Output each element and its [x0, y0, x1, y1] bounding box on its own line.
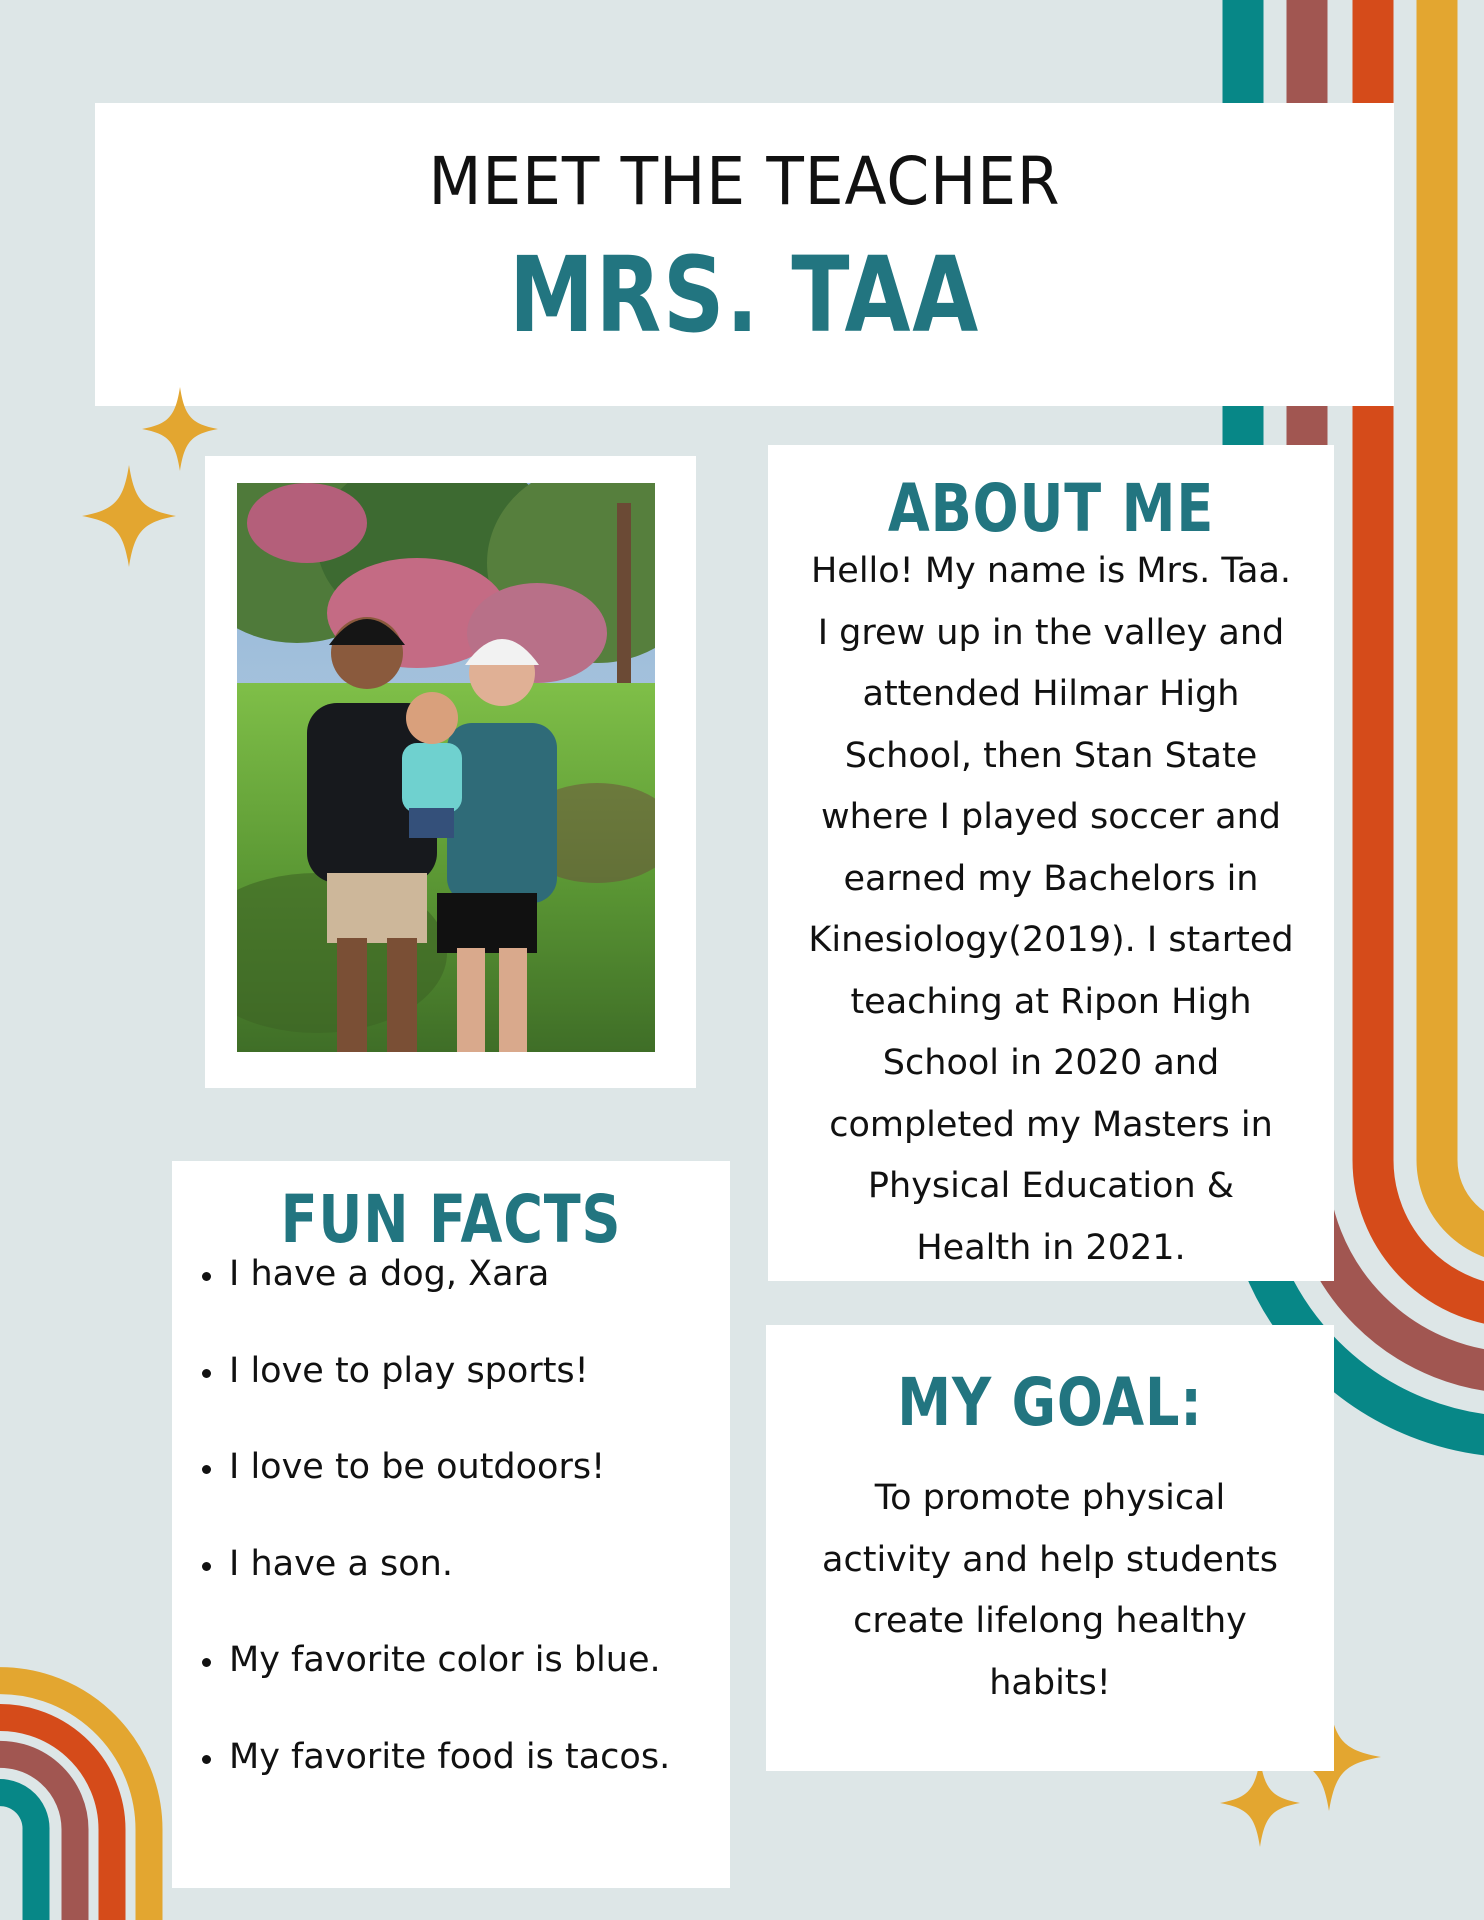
list-item: My favorite color is blue.	[202, 1643, 670, 1740]
fun-facts-list	[202, 1254, 671, 1836]
bullet-icon	[202, 1272, 211, 1281]
arc-teal	[0, 1793, 36, 1920]
list-item: I love to be outdoors!	[202, 1450, 670, 1547]
bullet-icon	[202, 1562, 211, 1571]
family-photo	[237, 483, 655, 1052]
stripe-yellow	[1437, 0, 1484, 1243]
photo-frame	[205, 456, 696, 1088]
about-me-text: Hello! My name is Mrs. Taa. I grew up in the valley and attended Hilmar High School, then Stan State where I played soccer and earned my Bachelors in Kinesiology(2019). I started teaching at Ripon High School in 2020 and completed my Masters in Physical Education & Health in 2021.	[808, 551, 1294, 1268]
fun-facts-card	[172, 1161, 730, 1888]
my-goal-heading: MY GOAL:	[897, 1364, 1203, 1441]
list-item: I have a son.	[202, 1547, 670, 1644]
bullet-icon	[202, 1755, 211, 1764]
list-item: My favorite food is tacos.	[202, 1740, 670, 1837]
about-me-heading: ABOUT ME	[887, 470, 1215, 547]
my-goal-text: To promote physical activity and help students create lifelong healthy habits!	[822, 1478, 1278, 1703]
fun-facts-heading: FUN FACTS	[280, 1181, 622, 1258]
page-title: MRS. TAA	[509, 234, 980, 356]
header-banner	[95, 103, 1394, 406]
my-goal-card	[766, 1325, 1334, 1771]
list-item: I have a dog, Xara	[202, 1257, 670, 1354]
bullet-icon	[202, 1658, 211, 1667]
page-kicker: MEET THE TEACHER	[428, 143, 1061, 220]
bullet-icon	[202, 1465, 211, 1474]
about-me-card	[768, 445, 1334, 1281]
list-item: I love to play sports!	[202, 1354, 670, 1451]
bullet-icon	[202, 1369, 211, 1378]
